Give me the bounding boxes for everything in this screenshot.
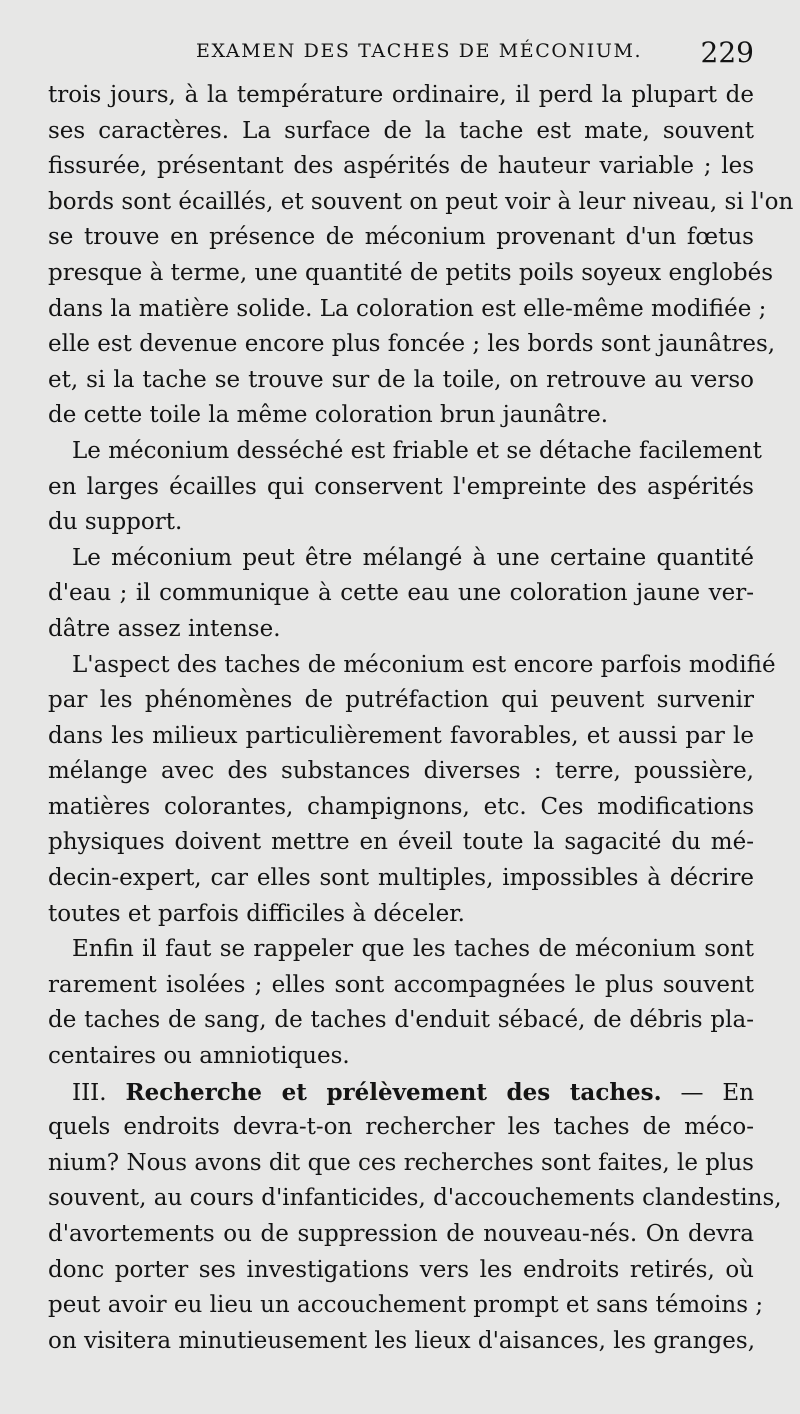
paragraph-first-line: Enfin il faut se rappeler que les taches de méconium sont (72, 936, 754, 963)
text-line: fissurée, présentant des aspérités de hauteur variable ; les (48, 153, 754, 180)
text-line: dans la matière solide. La coloration est elle-même modifiée ; (48, 295, 767, 322)
text-line: dans les milieux particulièrement favorables, et aussi par le (48, 722, 754, 749)
text-line: presque à terme, une quantité de petits poils soyeux englobés (48, 259, 774, 286)
paragraph-last-line: toutes et parfois difficiles à déceler. (48, 900, 465, 927)
text-line: par les phénomènes de putréfaction qui peuvent survenir (48, 687, 754, 714)
text-line: nium? Nous avons dit que ces recherches sont faites, le plus (48, 1149, 754, 1176)
paragraph-last-line: de cette toile la même coloration brun jaunâtre. (48, 402, 609, 429)
section-heading-line (48, 1075, 754, 1111)
paragraph-last-line: dâtre assez intense. (48, 615, 281, 642)
text-line: decin-expert, car elles sont multiples, impossibles à décrire (48, 865, 754, 892)
text-line: bords sont écaillés, et souvent on peut voir à leur niveau, si l'on (48, 188, 794, 215)
page-header (0, 36, 800, 72)
page-number: 229 (700, 36, 754, 69)
text-line: de taches de sang, de taches d'enduit sébacé, de débris pla- (48, 1007, 754, 1034)
text-line: rarement isolées ; elles sont accompagnées le plus souvent (48, 971, 754, 998)
text-line: trois jours, à la température ordinaire, il perd la plupart de (48, 82, 754, 108)
paragraph-first-line: Le méconium peut être mélangé à une certaine quantité (72, 544, 754, 571)
text-line: et, si la tache se trouve sur de la toile, on retrouve au verso (48, 366, 754, 393)
text-line: on visitera minutieusement les lieux d'aisances, les granges, (48, 1327, 756, 1354)
section-heading-continuation: — En (680, 1079, 755, 1106)
section-title: Recherche et prélèvement des taches. (125, 1078, 662, 1106)
paragraph-last-line: du support. (48, 509, 183, 536)
body-text (48, 78, 794, 1359)
text-line: matières colorantes, champignons, etc. Ces modifications (48, 793, 754, 820)
text-line: souvent, au cours d'infanticides, d'accouchements clandestins, (48, 1185, 782, 1212)
paragraph-last-line: centaires ou amniotiques. (48, 1043, 350, 1070)
text-line: se trouve en présence de méconium provenant d'un fœtus (48, 224, 754, 251)
text-line: peut avoir eu lieu un accouchement prompt et sans témoins ; (48, 1292, 764, 1319)
text-line: physiques doivent mettre en éveil toute la sagacité du mé- (48, 829, 754, 856)
text-line: d'avortements ou de suppression de nouveau-nés. On devra (48, 1221, 754, 1247)
text-line: mélange avec des substances diverses : terre, poussière, (48, 758, 754, 785)
text-line: elle est devenue encore plus foncée ; les bords sont jaunâtres, (48, 331, 776, 358)
running-title: EXAMEN DES TACHES DE MÉCONIUM. (196, 40, 643, 62)
text-line: d'eau ; il communique à cette eau une coloration jaune ver- (48, 580, 754, 607)
text-line: en larges écailles qui conservent l'empreinte des aspérités (48, 473, 754, 500)
text-line: donc porter ses investigations vers les endroits retirés, où (48, 1256, 754, 1283)
text-line: quels endroits devra-t-on rechercher les taches de méco- (48, 1114, 754, 1141)
section-number: III. (72, 1079, 107, 1106)
text-line: ses caractères. La surface de la tache est mate, souvent (48, 117, 754, 144)
paragraph-first-line: L'aspect des taches de méconium est encore parfois modifié (72, 651, 776, 678)
paragraph-first-line: Le méconium desséché est friable et se détache facilement (72, 437, 762, 464)
